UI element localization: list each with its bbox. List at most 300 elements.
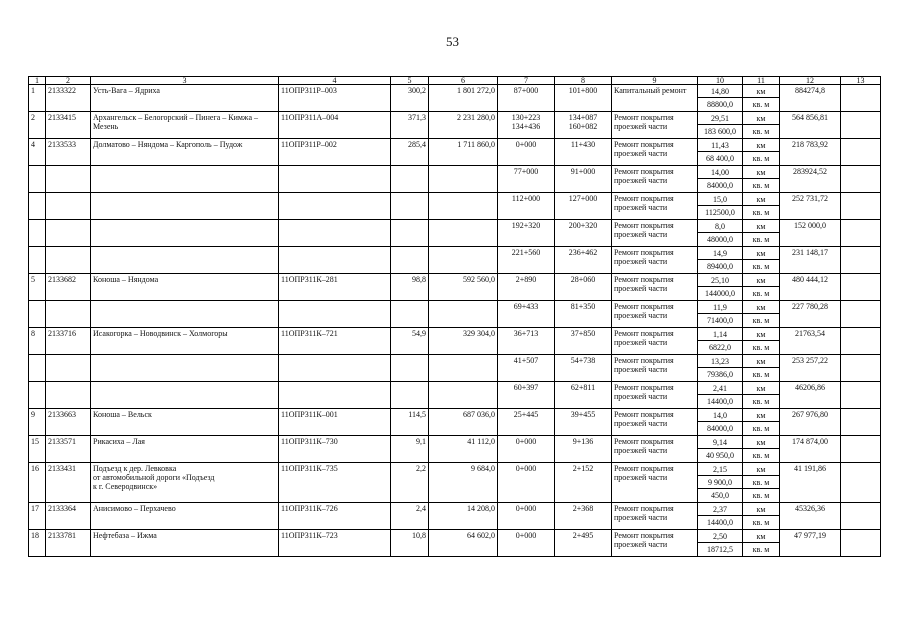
- empty-cell: [841, 193, 881, 220]
- road-name: Нефтебаза – Ижма: [91, 530, 279, 557]
- quantity-value: 71400,0: [707, 316, 733, 325]
- work-unit: [743, 301, 780, 328]
- road-length: 285,4: [391, 139, 429, 166]
- km-start: 0+000: [498, 530, 555, 557]
- km-end: 200+320: [555, 220, 612, 247]
- road-registry-number: 11ОПР311К–001: [279, 409, 391, 436]
- road-name: Рикасиха – Лая: [91, 436, 279, 463]
- row-number: 1: [29, 85, 46, 112]
- work-quantity: [698, 503, 743, 530]
- km-end: 54+738: [555, 355, 612, 382]
- quantity-value: 25,10: [698, 274, 742, 287]
- unit-value: км: [743, 530, 779, 543]
- km-end: 91+000: [555, 166, 612, 193]
- work-unit: [743, 85, 780, 112]
- work-quantity: [698, 193, 743, 220]
- empty-cell: [841, 112, 881, 139]
- road-value: 9 684,0: [429, 463, 498, 503]
- work-type: Ремонт покрытия проезжей части: [612, 409, 698, 436]
- road-value: 592 560,0: [429, 274, 498, 301]
- column-number: 4: [279, 77, 391, 85]
- road-length: [391, 355, 429, 382]
- work-quantity: [698, 112, 743, 139]
- road-registry-number: 11ОПР311К–721: [279, 328, 391, 355]
- quantity-value: 84000,0: [707, 424, 733, 433]
- unit-value: кв. м: [752, 127, 770, 136]
- quantity-value: 1,14: [698, 328, 742, 341]
- work-unit: [743, 166, 780, 193]
- road-registry-number: [279, 247, 391, 274]
- quantity-value: 11,43: [698, 139, 742, 152]
- row-number: 17: [29, 503, 46, 530]
- work-unit: [743, 193, 780, 220]
- road-length: [391, 301, 429, 328]
- row-number: [29, 355, 46, 382]
- road-name: [91, 247, 279, 274]
- road-length: 2,4: [391, 503, 429, 530]
- quantity-value: 14,9: [698, 247, 742, 260]
- row-number: 9: [29, 409, 46, 436]
- quantity-value: 2,41: [698, 382, 742, 395]
- quantity-value: 14,80: [698, 85, 742, 98]
- road-name: [91, 355, 279, 382]
- column-number-row: [29, 77, 881, 85]
- work-type: Ремонт покрытия проезжей части: [612, 274, 698, 301]
- work-cost: 227 780,28: [780, 301, 841, 328]
- road-name: Усть-Вага – Ядриха: [91, 85, 279, 112]
- empty-cell: [841, 328, 881, 355]
- road-name: [91, 220, 279, 247]
- road-code: 2133781: [46, 530, 91, 557]
- empty-cell: [841, 463, 881, 503]
- unit-value: кв. м: [752, 181, 770, 190]
- km-start: 0+000: [498, 503, 555, 530]
- quantity-value: 18712,5: [707, 545, 733, 554]
- unit-value: кв. м: [752, 451, 770, 460]
- quantity-value: 11,9: [698, 301, 742, 314]
- unit-value: км: [743, 112, 779, 125]
- quantity-value: 13,23: [698, 355, 742, 368]
- unit-value: км: [743, 274, 779, 287]
- road-code: [46, 247, 91, 274]
- road-registry-number: 11ОПР311К–735: [279, 463, 391, 503]
- column-number: 9: [612, 77, 698, 85]
- work-type: Ремонт покрытия проезжей части: [612, 436, 698, 463]
- work-quantity: [698, 139, 743, 166]
- road-registry-number: 11ОПР311К–726: [279, 503, 391, 530]
- road-name: Подъезд к дер. Левковка от автомобильной дороги «Подъезд к г. Северодвинск»: [91, 463, 279, 503]
- road-registry-number: 11ОПР311К–723: [279, 530, 391, 557]
- unit-value: кв. м: [752, 235, 770, 244]
- table-row: [29, 274, 881, 301]
- quantity-value: 9,14: [698, 436, 742, 449]
- column-number: 3: [91, 77, 279, 85]
- work-type: Ремонт покрытия проезжей части: [612, 382, 698, 409]
- km-end: 127+000: [555, 193, 612, 220]
- page-number: 53: [446, 34, 459, 49]
- work-cost: 47 977,19: [780, 530, 841, 557]
- work-unit: [743, 220, 780, 247]
- km-end: 101+800: [555, 85, 612, 112]
- work-type: Ремонт покрытия проезжей части: [612, 503, 698, 530]
- work-cost: 45326,36: [780, 503, 841, 530]
- work-cost: 152 000,0: [780, 220, 841, 247]
- km-start: 0+000: [498, 139, 555, 166]
- road-name: [91, 193, 279, 220]
- work-quantity: [698, 530, 743, 557]
- road-registry-number: 11ОПР311А–004: [279, 112, 391, 139]
- road-value: 687 036,0: [429, 409, 498, 436]
- unit-value: км: [743, 503, 779, 516]
- work-unit: [743, 139, 780, 166]
- work-type: Капитальный ремонт: [612, 85, 698, 112]
- work-unit: [743, 274, 780, 301]
- km-end: 28+060: [555, 274, 612, 301]
- work-type: Ремонт покрытия проезжей части: [612, 166, 698, 193]
- unit-value: кв. м: [752, 316, 770, 325]
- road-length: [391, 220, 429, 247]
- work-unit: [743, 112, 780, 139]
- road-registry-number: 11ОПР311Р–003: [279, 85, 391, 112]
- quantity-value: 48000,0: [707, 235, 733, 244]
- empty-cell: [841, 139, 881, 166]
- unit-value: кв. м: [743, 476, 779, 489]
- work-type: Ремонт покрытия проезжей части: [612, 112, 698, 139]
- column-number: 6: [429, 77, 498, 85]
- road-length: 98,8: [391, 274, 429, 301]
- road-value: [429, 193, 498, 220]
- road-name: [91, 382, 279, 409]
- work-type: Ремонт покрытия проезжей части: [612, 220, 698, 247]
- table-row: [29, 530, 881, 557]
- work-type: Ремонт покрытия проезжей части: [612, 463, 698, 503]
- row-number: [29, 301, 46, 328]
- row-number: 15: [29, 436, 46, 463]
- quantity-value: 2,15: [698, 463, 742, 476]
- road-code: 2133533: [46, 139, 91, 166]
- row-number: [29, 220, 46, 247]
- work-quantity: [698, 220, 743, 247]
- row-number: [29, 193, 46, 220]
- road-value: 2 231 280,0: [429, 112, 498, 139]
- road-registry-number: 11ОПР311Р–002: [279, 139, 391, 166]
- km-end: 2+368: [555, 503, 612, 530]
- row-number: 8: [29, 328, 46, 355]
- row-number: [29, 247, 46, 274]
- work-quantity: [698, 328, 743, 355]
- unit-value: кв. м: [752, 518, 770, 527]
- unit-value: кв. м: [752, 100, 770, 109]
- empty-cell: [841, 530, 881, 557]
- km-end: 81+350: [555, 301, 612, 328]
- km-start: 221+560: [498, 247, 555, 274]
- km-start: 36+713: [498, 328, 555, 355]
- road-registry-number: [279, 193, 391, 220]
- empty-cell: [841, 301, 881, 328]
- empty-cell: [841, 436, 881, 463]
- table-row: [29, 193, 881, 220]
- work-type: Ремонт покрытия проезжей части: [612, 247, 698, 274]
- work-cost: 46206,86: [780, 382, 841, 409]
- unit-value: кв. м: [752, 208, 770, 217]
- empty-cell: [841, 247, 881, 274]
- unit-value: км: [743, 409, 779, 422]
- quantity-value: 183 600,0: [704, 127, 736, 136]
- road-value: [429, 301, 498, 328]
- work-quantity: [698, 274, 743, 301]
- road-length: 10,8: [391, 530, 429, 557]
- table-row: [29, 247, 881, 274]
- road-value: [429, 247, 498, 274]
- km-start: 69+433: [498, 301, 555, 328]
- empty-cell: [841, 166, 881, 193]
- road-value: [429, 220, 498, 247]
- column-number: 12: [780, 77, 841, 85]
- unit-value: кв. м: [752, 491, 770, 500]
- table-row: [29, 436, 881, 463]
- road-name: Коноша – Няндома: [91, 274, 279, 301]
- km-end: 37+850: [555, 328, 612, 355]
- work-unit: [743, 503, 780, 530]
- table-row: [29, 301, 881, 328]
- row-number: 18: [29, 530, 46, 557]
- km-start: 0+000: [498, 463, 555, 503]
- table-row: [29, 112, 881, 139]
- km-start: 25+445: [498, 409, 555, 436]
- unit-value: км: [743, 247, 779, 260]
- km-start: 60+397: [498, 382, 555, 409]
- quantity-value: 9 900,0: [698, 476, 742, 489]
- quantity-value: 40 950,0: [706, 451, 734, 460]
- road-registry-number: [279, 355, 391, 382]
- work-quantity: [698, 382, 743, 409]
- km-end: 62+811: [555, 382, 612, 409]
- road-registry-number: 11ОПР311К–730: [279, 436, 391, 463]
- work-cost: 252 731,72: [780, 193, 841, 220]
- road-name: Исакогорка – Новодвинск – Холмогоры: [91, 328, 279, 355]
- road-name: Долматово – Няндома – Каргополь – Пудож: [91, 139, 279, 166]
- road-registry-number: [279, 166, 391, 193]
- km-start: 0+000: [498, 436, 555, 463]
- work-cost: 283924,52: [780, 166, 841, 193]
- work-type: Ремонт покрытия проезжей части: [612, 328, 698, 355]
- km-end: 2+495: [555, 530, 612, 557]
- unit-value: км: [743, 220, 779, 233]
- road-registry-number: [279, 301, 391, 328]
- quantity-value: 2,50: [698, 530, 742, 543]
- unit-value: км: [743, 139, 779, 152]
- empty-cell: [841, 85, 881, 112]
- table-row: [29, 166, 881, 193]
- quantity-value: 84000,0: [707, 181, 733, 190]
- unit-value: кв. м: [752, 424, 770, 433]
- work-cost: 480 444,12: [780, 274, 841, 301]
- work-cost: 218 783,92: [780, 139, 841, 166]
- work-unit: [743, 463, 780, 503]
- road-code: [46, 220, 91, 247]
- road-value: 41 112,0: [429, 436, 498, 463]
- road-length: [391, 166, 429, 193]
- km-start: 77+000: [498, 166, 555, 193]
- road-registry-number: 11ОПР311К–281: [279, 274, 391, 301]
- road-registry-number: [279, 220, 391, 247]
- km-end: 2+152: [555, 463, 612, 503]
- road-value: 64 602,0: [429, 530, 498, 557]
- road-length: 300,2: [391, 85, 429, 112]
- road-length: [391, 382, 429, 409]
- quantity-value: 88800,0: [707, 100, 733, 109]
- quantity-value: 2,37: [698, 503, 742, 516]
- km-start: 112+000: [498, 193, 555, 220]
- km-end: 9+136: [555, 436, 612, 463]
- empty-cell: [841, 220, 881, 247]
- work-cost: 174 874,00: [780, 436, 841, 463]
- work-quantity: [698, 85, 743, 112]
- empty-cell: [841, 274, 881, 301]
- empty-cell: [841, 503, 881, 530]
- road-value: [429, 355, 498, 382]
- road-name: Архангельск – Белогорский – Пинега – Кимжа – Мезень: [91, 112, 279, 139]
- road-repair-table: [28, 76, 881, 557]
- row-number: [29, 166, 46, 193]
- road-code: 2133663: [46, 409, 91, 436]
- road-value: 1 801 272,0: [429, 85, 498, 112]
- road-code: [46, 301, 91, 328]
- work-quantity: [698, 247, 743, 274]
- road-code: [46, 355, 91, 382]
- road-code: [46, 382, 91, 409]
- road-length: 371,3: [391, 112, 429, 139]
- work-cost: 564 856,81: [780, 112, 841, 139]
- unit-value: км: [743, 382, 779, 395]
- work-type: Ремонт покрытия проезжей части: [612, 139, 698, 166]
- table-row: [29, 409, 881, 436]
- row-number: 4: [29, 139, 46, 166]
- empty-cell: [841, 409, 881, 436]
- table-row: [29, 85, 881, 112]
- road-name: Анисимово – Перхачево: [91, 503, 279, 530]
- road-value: 1 711 860,0: [429, 139, 498, 166]
- unit-value: км: [743, 355, 779, 368]
- unit-value: км: [743, 193, 779, 206]
- road-value: [429, 166, 498, 193]
- work-unit: [743, 436, 780, 463]
- road-code: 2133431: [46, 463, 91, 503]
- work-quantity: [698, 409, 743, 436]
- km-end: 134+087 160+082: [555, 112, 612, 139]
- quantity-value: 89400,0: [707, 262, 733, 271]
- work-type: Ремонт покрытия проезжей части: [612, 301, 698, 328]
- km-start: 192+320: [498, 220, 555, 247]
- road-length: 9,1: [391, 436, 429, 463]
- table-row: [29, 463, 881, 503]
- row-number: [29, 382, 46, 409]
- table-row: [29, 139, 881, 166]
- work-quantity: [698, 436, 743, 463]
- road-code: [46, 193, 91, 220]
- km-start: 2+890: [498, 274, 555, 301]
- quantity-value: 29,51: [698, 112, 742, 125]
- km-end: 39+455: [555, 409, 612, 436]
- quantity-value: 144000,0: [705, 289, 735, 298]
- column-number: 11: [743, 77, 780, 85]
- table-row: [29, 328, 881, 355]
- table-row: [29, 382, 881, 409]
- road-value: 14 208,0: [429, 503, 498, 530]
- road-code: 2133322: [46, 85, 91, 112]
- road-length: 114,5: [391, 409, 429, 436]
- quantity-value: 112500,0: [705, 208, 735, 217]
- quantity-value: 79386,0: [707, 370, 733, 379]
- quantity-value: 14,00: [698, 166, 742, 179]
- work-type: Ремонт покрытия проезжей части: [612, 193, 698, 220]
- road-value: [429, 382, 498, 409]
- quantity-value: 15,0: [698, 193, 742, 206]
- table-row: [29, 355, 881, 382]
- work-cost: 884274,8: [780, 85, 841, 112]
- table-body: [29, 77, 881, 557]
- road-length: 54,9: [391, 328, 429, 355]
- unit-value: км: [743, 436, 779, 449]
- road-name: Коноша – Вельск: [91, 409, 279, 436]
- column-number: 10: [698, 77, 743, 85]
- unit-value: кв. м: [752, 370, 770, 379]
- work-unit: [743, 382, 780, 409]
- quantity-value: 6822,0: [709, 343, 731, 352]
- road-name: [91, 301, 279, 328]
- row-number: 2: [29, 112, 46, 139]
- table-row: [29, 220, 881, 247]
- column-number: 8: [555, 77, 612, 85]
- work-cost: 253 257,22: [780, 355, 841, 382]
- km-start: 87+000: [498, 85, 555, 112]
- unit-value: кв. м: [752, 289, 770, 298]
- quantity-value: 8,0: [698, 220, 742, 233]
- road-code: 2133716: [46, 328, 91, 355]
- road-code: 2133682: [46, 274, 91, 301]
- road-length: [391, 193, 429, 220]
- unit-value: км: [743, 85, 779, 98]
- work-unit: [743, 530, 780, 557]
- road-code: 2133415: [46, 112, 91, 139]
- work-cost: 41 191,86: [780, 463, 841, 503]
- row-number: 16: [29, 463, 46, 503]
- road-code: [46, 166, 91, 193]
- work-type: Ремонт покрытия проезжей части: [612, 355, 698, 382]
- unit-value: кв. м: [752, 154, 770, 163]
- unit-value: км: [743, 328, 779, 341]
- empty-cell: [841, 382, 881, 409]
- work-unit: [743, 409, 780, 436]
- work-unit: [743, 247, 780, 274]
- road-code: 2133571: [46, 436, 91, 463]
- unit-value: км: [743, 463, 779, 476]
- column-number: 5: [391, 77, 429, 85]
- road-code: 2133364: [46, 503, 91, 530]
- work-cost: 267 976,80: [780, 409, 841, 436]
- row-number: 5: [29, 274, 46, 301]
- work-unit: [743, 328, 780, 355]
- work-quantity: [698, 301, 743, 328]
- road-value: 329 304,0: [429, 328, 498, 355]
- column-number: 1: [29, 77, 46, 85]
- unit-value: кв. м: [752, 545, 770, 554]
- work-quantity: [698, 463, 743, 503]
- road-registry-number: [279, 382, 391, 409]
- unit-value: кв. м: [752, 343, 770, 352]
- km-end: 236+462: [555, 247, 612, 274]
- road-name: [91, 166, 279, 193]
